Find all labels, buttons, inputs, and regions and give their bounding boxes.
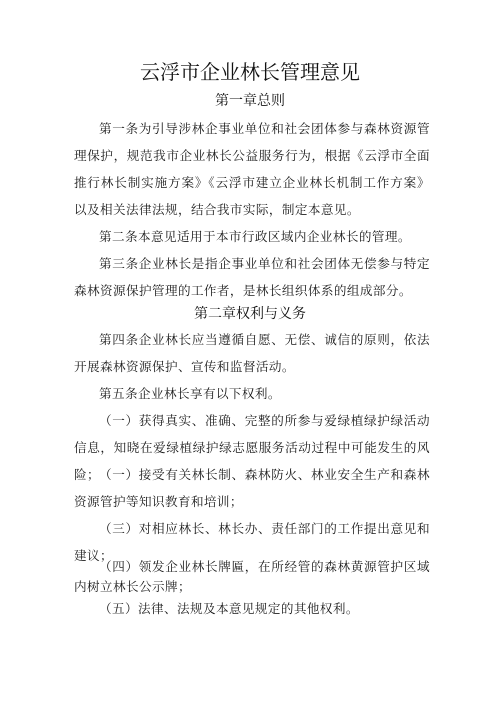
chapter-1-heading: 第一章总则: [215, 93, 285, 109]
chapter-2-heading: 第二章权利与义务: [194, 306, 306, 322]
right-item-2: （一）接受有关林长制、森林防火、林业安全生产和森林资源管护等知识教育和培训；: [74, 467, 430, 509]
right-item-1: （一）获得真实、准确、完整的所参与爱绿植绿护绿活动信息，知晓在爱绿植绿护绿志愿服务活动过程中可能发生的风险；: [74, 413, 430, 482]
article-2: 第二条本意见适用于本市行政区域内企业林长的管理。: [99, 229, 411, 244]
article-3: 第三条企业林长是指企事业单位和社会团体无偿参与特定森林资源保护管理的工作者，是林长组织体系的组成部分。: [74, 256, 430, 298]
right-item-3: （三）对相应林长、林长办、责任部门的工作提出意见和建议；: [74, 521, 430, 563]
article-5: 第五条企业林长享有以下权利。: [99, 386, 281, 401]
document-title: 云浮市企业林长管理意见: [140, 60, 360, 84]
article-1: 第一条为引导涉林企事业单位和社会团体参与森林资源管理保护，规范我市企业林长公益服务行为，根据《云浮市全面推行林长制实施方案》《云浮市建立企业林长机制工作方案》以及相关法律法规，结合我市实际，制定本意见。: [74, 121, 430, 217]
right-item-4: （四）领发企业林长牌匾，在所经管的森林黄源管护区域内树立林长公示牌；: [74, 559, 430, 594]
article-4: 第四条企业林长应当遵循自愿、无偿、诚信的原则，依法开展森林资源保护、宣传和监督活动。: [74, 332, 430, 374]
right-item-5: （五）法律、法规及本意见规定的其他权利。: [99, 601, 359, 616]
